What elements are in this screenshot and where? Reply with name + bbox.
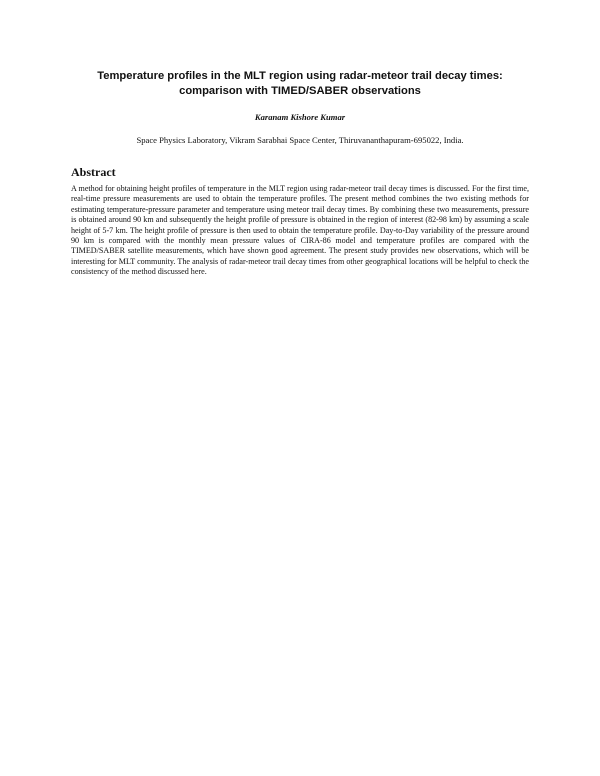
abstract-heading: Abstract <box>71 165 116 179</box>
abstract-text: A method for obtaining height profiles of temperature in the MLT region using radar-meteor trail decay times is discussed. For the first time, real-time pressure measurements are used to obtain the temperature profiles. The present method combines the two existing methods for estimating temperature-pressure parameter and temperature using meteor trail decay times. By combining these two measurements, pressure is obtained around 90 km and subsequently the height profile of pressure is obtained in the region of interest (82-98 km) by assuming a scale height of 5-7 km. The height profile of pressure is then used to obtain the temperature profile. Day-to-Day variability of the pressure around 90 km is compared with the monthly mean pressure values of CIRA-86 model and temperature profiles are compared with the TIMED/SABER satellite measurements, which have shown good agreement. The present study provides new observations, which will be interesting for MLT community. The analysis of radar-meteor trail decay times from other geographical locations will be helpful to check the consistency of the method discussed here. <box>71 184 529 277</box>
paper-title <box>60 69 540 99</box>
author-affiliation: Space Physics Laboratory, Vikram Sarabhai Space Center, Thiruvananthapuram-695022, India. <box>136 135 464 145</box>
paper-title-line-2: comparison with TIMED/SABER observations <box>179 85 421 97</box>
paper-title-line-1: Temperature profiles in the MLT region using radar-meteor trail decay times: <box>97 70 503 82</box>
author-name: Karanam Kishore Kumar <box>254 112 346 122</box>
